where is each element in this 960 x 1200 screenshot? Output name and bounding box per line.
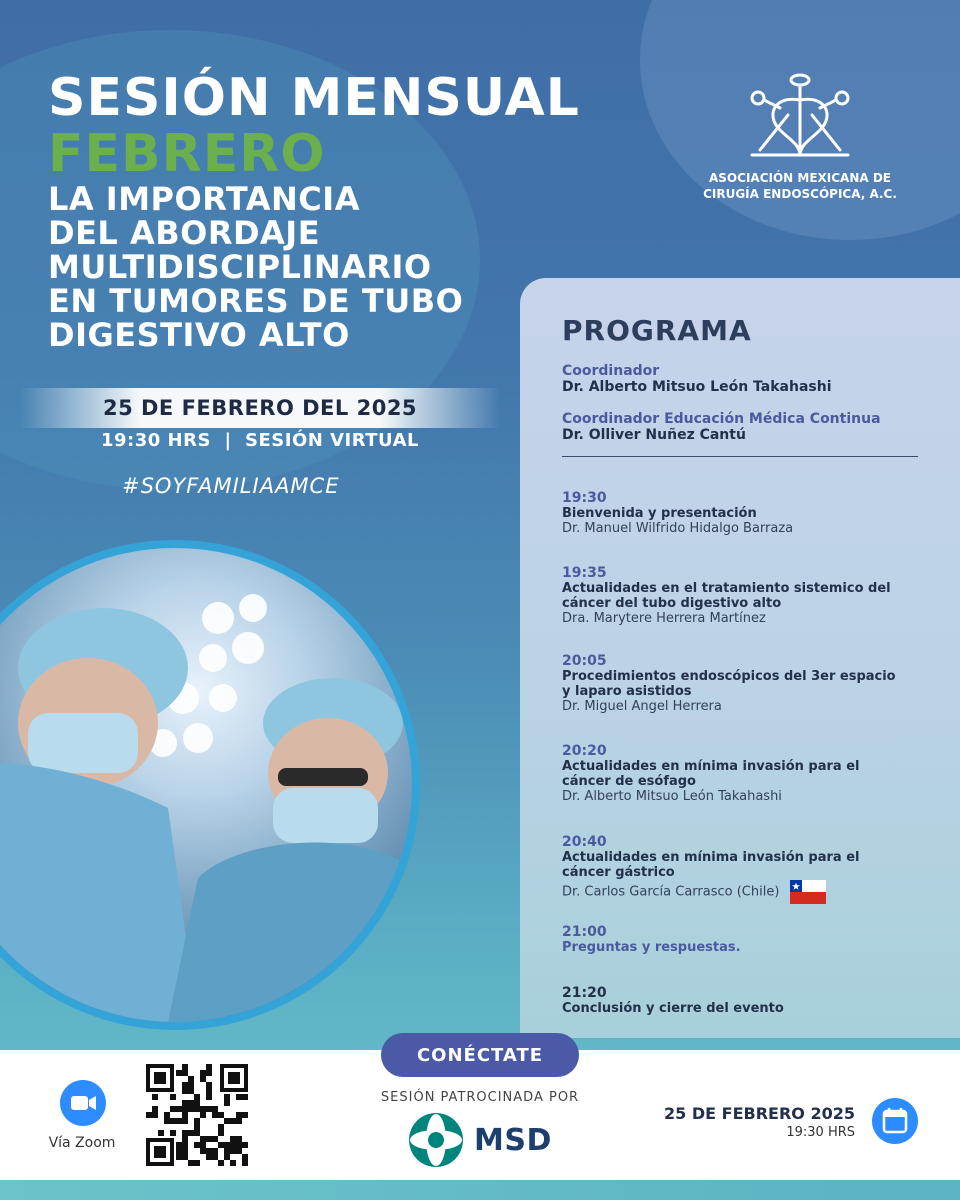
- program-item: [562, 834, 859, 904]
- item-speaker-row: [562, 880, 859, 904]
- item-topic: Preguntas y respuestas.: [562, 940, 741, 955]
- item-topic-line2: cáncer de esófago: [562, 774, 696, 789]
- item-topic: Actualidades en el tratamiento sistemico del: [562, 581, 891, 596]
- qr-code-icon: [144, 1062, 250, 1168]
- item-time: 20:40: [562, 834, 607, 850]
- item-time: 21:00: [562, 924, 607, 940]
- item-speaker: Dr. Alberto Mitsuo León Takahashi: [562, 789, 782, 804]
- date-band: [20, 388, 500, 428]
- footer-date-block: [620, 1104, 855, 1140]
- item-time: 19:30: [562, 490, 607, 506]
- caduceus-logo-icon: [740, 70, 860, 160]
- divider: [562, 456, 918, 457]
- item-time: 20:05: [562, 653, 607, 669]
- cme-coordinator-label: Coordinador Educación Médica Continua: [562, 411, 881, 427]
- item-topic-line2: cáncer gástrico: [562, 865, 675, 880]
- coordinator-name: Dr. Alberto Mitsuo León Takahashi: [562, 379, 832, 395]
- title-month: FEBRERO: [48, 124, 326, 184]
- surgeons-photo: [0, 540, 420, 1030]
- subtitle-line: MULTIDISCIPLINARIO: [48, 248, 432, 286]
- item-topic: Conclusión y cierre del evento: [562, 1001, 784, 1016]
- hashtag: #SOYFAMILIAAMCE: [122, 474, 340, 498]
- item-topic: Procedimientos endoscópicos del 3er espacio: [562, 669, 896, 684]
- subtitle-line: LA IMPORTANCIA: [48, 180, 360, 218]
- subtitle-line: EN TUMORES DE TUBO: [48, 282, 464, 320]
- logo-text-line: ASOCIACIÓN MEXICANA DE: [709, 171, 891, 185]
- item-speaker: Dr. Carlos García Carrasco (Chile): [562, 884, 780, 900]
- item-speaker: Dr. Manuel Wilfrido Hidalgo Barraza: [562, 521, 794, 536]
- cme-coordinator-name: Dr. Olliver Nuñez Cantú: [562, 427, 746, 443]
- item-time: 19:35: [562, 565, 607, 581]
- logo-text-line: CIRUGÍA ENDOSCÓPICA, A.C.: [703, 187, 897, 201]
- item-speaker: Dra. Marytere Herrera Martínez: [562, 611, 766, 626]
- item-topic: Actualidades en mínima invasión para el: [562, 850, 860, 865]
- program-panel: [520, 278, 960, 1038]
- msd-logo: [408, 1110, 568, 1170]
- program-item: [562, 653, 896, 714]
- connect-button[interactable]: CONÉCTATE: [381, 1033, 579, 1077]
- program-item: [562, 490, 793, 536]
- item-time: 20:20: [562, 743, 607, 759]
- subtitle-line: DEL ABORDAJE: [48, 214, 321, 252]
- program-title: PROGRAMA: [562, 314, 752, 347]
- chile-flag-icon: [790, 880, 826, 904]
- program-item: [562, 924, 741, 955]
- item-topic-line2: y laparo asistidos: [562, 684, 692, 699]
- item-time: 21:20: [562, 985, 607, 1001]
- item-topic: Actualidades en mínima invasión para el: [562, 759, 860, 774]
- calendar-icon[interactable]: [872, 1098, 918, 1144]
- sponsor-label: SESIÓN PATROCINADA POR: [380, 1090, 580, 1105]
- msd-logo-icon: [408, 1112, 464, 1168]
- cme-coordinator-block: [562, 411, 881, 443]
- session-title: [48, 70, 580, 352]
- program-item: [562, 743, 859, 804]
- video-camera-icon: [60, 1080, 106, 1126]
- event-date: 25 DE FEBRERO DEL 2025: [102, 396, 418, 420]
- event-time-mode: 19:30 HRS | SESIÓN VIRTUAL: [100, 430, 420, 451]
- footer-date: 25 DE FEBRERO 2025: [664, 1104, 855, 1123]
- amce-logo: [700, 70, 900, 202]
- footer-time: 19:30 HRS: [786, 1125, 855, 1140]
- item-topic-line2: cáncer del tubo digestivo alto: [562, 596, 782, 611]
- qr-code[interactable]: [144, 1062, 250, 1168]
- coordinator-label: Coordinador: [562, 363, 660, 379]
- item-topic: Bienvenida y presentación: [562, 506, 757, 521]
- zoom-icon[interactable]: [60, 1080, 106, 1126]
- zoom-label: Vía Zoom: [48, 1135, 116, 1151]
- surgeons-illustration: [0, 548, 412, 1022]
- footer-band: [0, 1180, 960, 1200]
- item-speaker: Dr. Miguel Angel Herrera: [562, 699, 722, 714]
- title-line: SESIÓN MENSUAL: [48, 68, 580, 128]
- program-item: [562, 565, 891, 626]
- subtitle-line: DIGESTIVO ALTO: [48, 316, 350, 354]
- program-item: [562, 985, 784, 1016]
- calendar-glyph-icon: [872, 1098, 918, 1144]
- coordinator-block: [562, 363, 832, 395]
- sponsor-name: MSD: [474, 1122, 552, 1158]
